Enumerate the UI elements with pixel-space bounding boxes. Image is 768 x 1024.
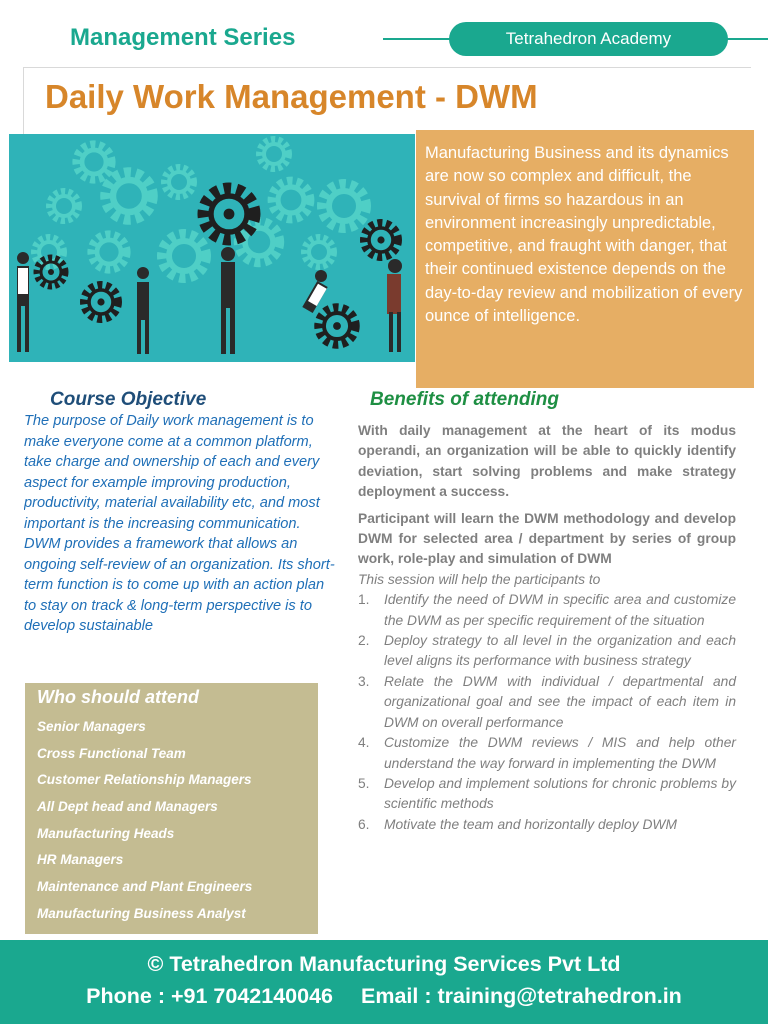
course-objective-body — [24, 411, 336, 685]
audience-item: Customer Relationship Managers — [37, 772, 252, 788]
audience-item: Cross Functional Team — [37, 745, 186, 761]
course-objective-heading: Course Objective — [50, 389, 207, 410]
outcome-item — [358, 672, 736, 733]
footer-company: © Tetrahedron Manufacturing Services Pvt Ltd — [147, 952, 621, 976]
teamwork-gears-illustration — [9, 134, 415, 362]
audience-list — [37, 714, 306, 928]
footer — [0, 940, 768, 1024]
audience-item: Maintenance and Plant Engineers — [37, 879, 253, 895]
outcome-item — [358, 631, 736, 672]
audience-item: Senior Managers — [37, 719, 146, 734]
outcome-number: 3. — [358, 673, 370, 689]
outcome-text: Develop and implement solutions for chronic problems by scientific methods — [384, 775, 736, 812]
benefits-heading: Benefits of attending — [370, 389, 559, 410]
outcome-item — [358, 733, 736, 774]
benefits-body — [358, 421, 736, 835]
course-objective-para-1: The purpose of Daily work management is to make everyone come at a common platform, take charge and ownership of each and every aspect for example improving production, productivity, material availability etc, and most important is the increasing communication. — [24, 413, 320, 532]
benefits-para-2: Participant will learn the DWM methodology and develop DWM for selected area / department by series of group work, role-play and simulation of DWM — [358, 510, 736, 567]
outcome-text: Identify the need of DWM in specific area and customize the DWM as per specific requirement of the situation — [384, 592, 736, 628]
outcome-number: 5. — [358, 775, 370, 791]
intro-box — [416, 130, 754, 388]
outcome-number: 4. — [358, 735, 370, 751]
outcome-text: Relate the DWM with individual / departmental and organizational goal and see the impact of each item in DWM on overall performance — [384, 673, 736, 730]
academy-badge: Tetrahedron Academy — [449, 22, 728, 56]
intro-text: Manufacturing Business and its dynamics are now so complex and difficult, the survival of firms so hazardous in an environment increasingly unpredictable, competitive, and fraught with danger, that their continued existence depends on the day-to-day review and mobilization of every ounce of intelligence. — [425, 144, 743, 326]
outcome-number: 2. — [358, 633, 370, 649]
footer-phone: Phone : +91 7042140046 — [86, 984, 333, 1008]
outcome-number: 1. — [358, 592, 370, 608]
outcome-number: 6. — [358, 816, 370, 832]
audience-item: HR Managers — [37, 852, 124, 868]
session-intro: This session will help the participants to — [358, 571, 601, 587]
benefits-para-1: With daily management at the heart of its modus operandi, an organization will be able to quickly identify deviation, start solving problems and make strategy deployment a success. — [358, 423, 736, 500]
outcome-text: Motivate the team and horizontally deploy DWM — [384, 816, 677, 832]
page-title: Daily Work Management - DWM — [45, 78, 538, 115]
outcomes-list — [358, 590, 736, 835]
who-should-attend-heading: Who should attend — [37, 687, 199, 707]
outcome-text: Customize the DWM reviews / MIS and help other understand the way forward in implementing the DWM — [384, 735, 736, 771]
course-objective-para-2: DWM provides a framework that allows an ongoing self-review of an organization. Its short-term function is to come up with an action plan to stay on track & long-term perspective is to develop sustainable — [24, 536, 335, 634]
footer-contact — [0, 984, 768, 1009]
audience-item: Manufacturing Heads — [37, 825, 175, 841]
who-should-attend-box — [25, 683, 318, 934]
outcome-text: Deploy strategy to all level in the organization and each level aligns its performance with business strategy — [384, 633, 736, 669]
gears-people-icon — [9, 134, 415, 362]
outcome-item — [358, 774, 736, 815]
series-title: Management Series — [70, 24, 296, 51]
audience-item: All Dept head and Managers — [37, 799, 218, 815]
outcome-item — [358, 590, 736, 631]
audience-item: Manufacturing Business Analyst — [37, 905, 246, 921]
footer-email[interactable]: Email : training@tetrahedron.in — [361, 984, 682, 1008]
outcome-item — [358, 815, 736, 835]
